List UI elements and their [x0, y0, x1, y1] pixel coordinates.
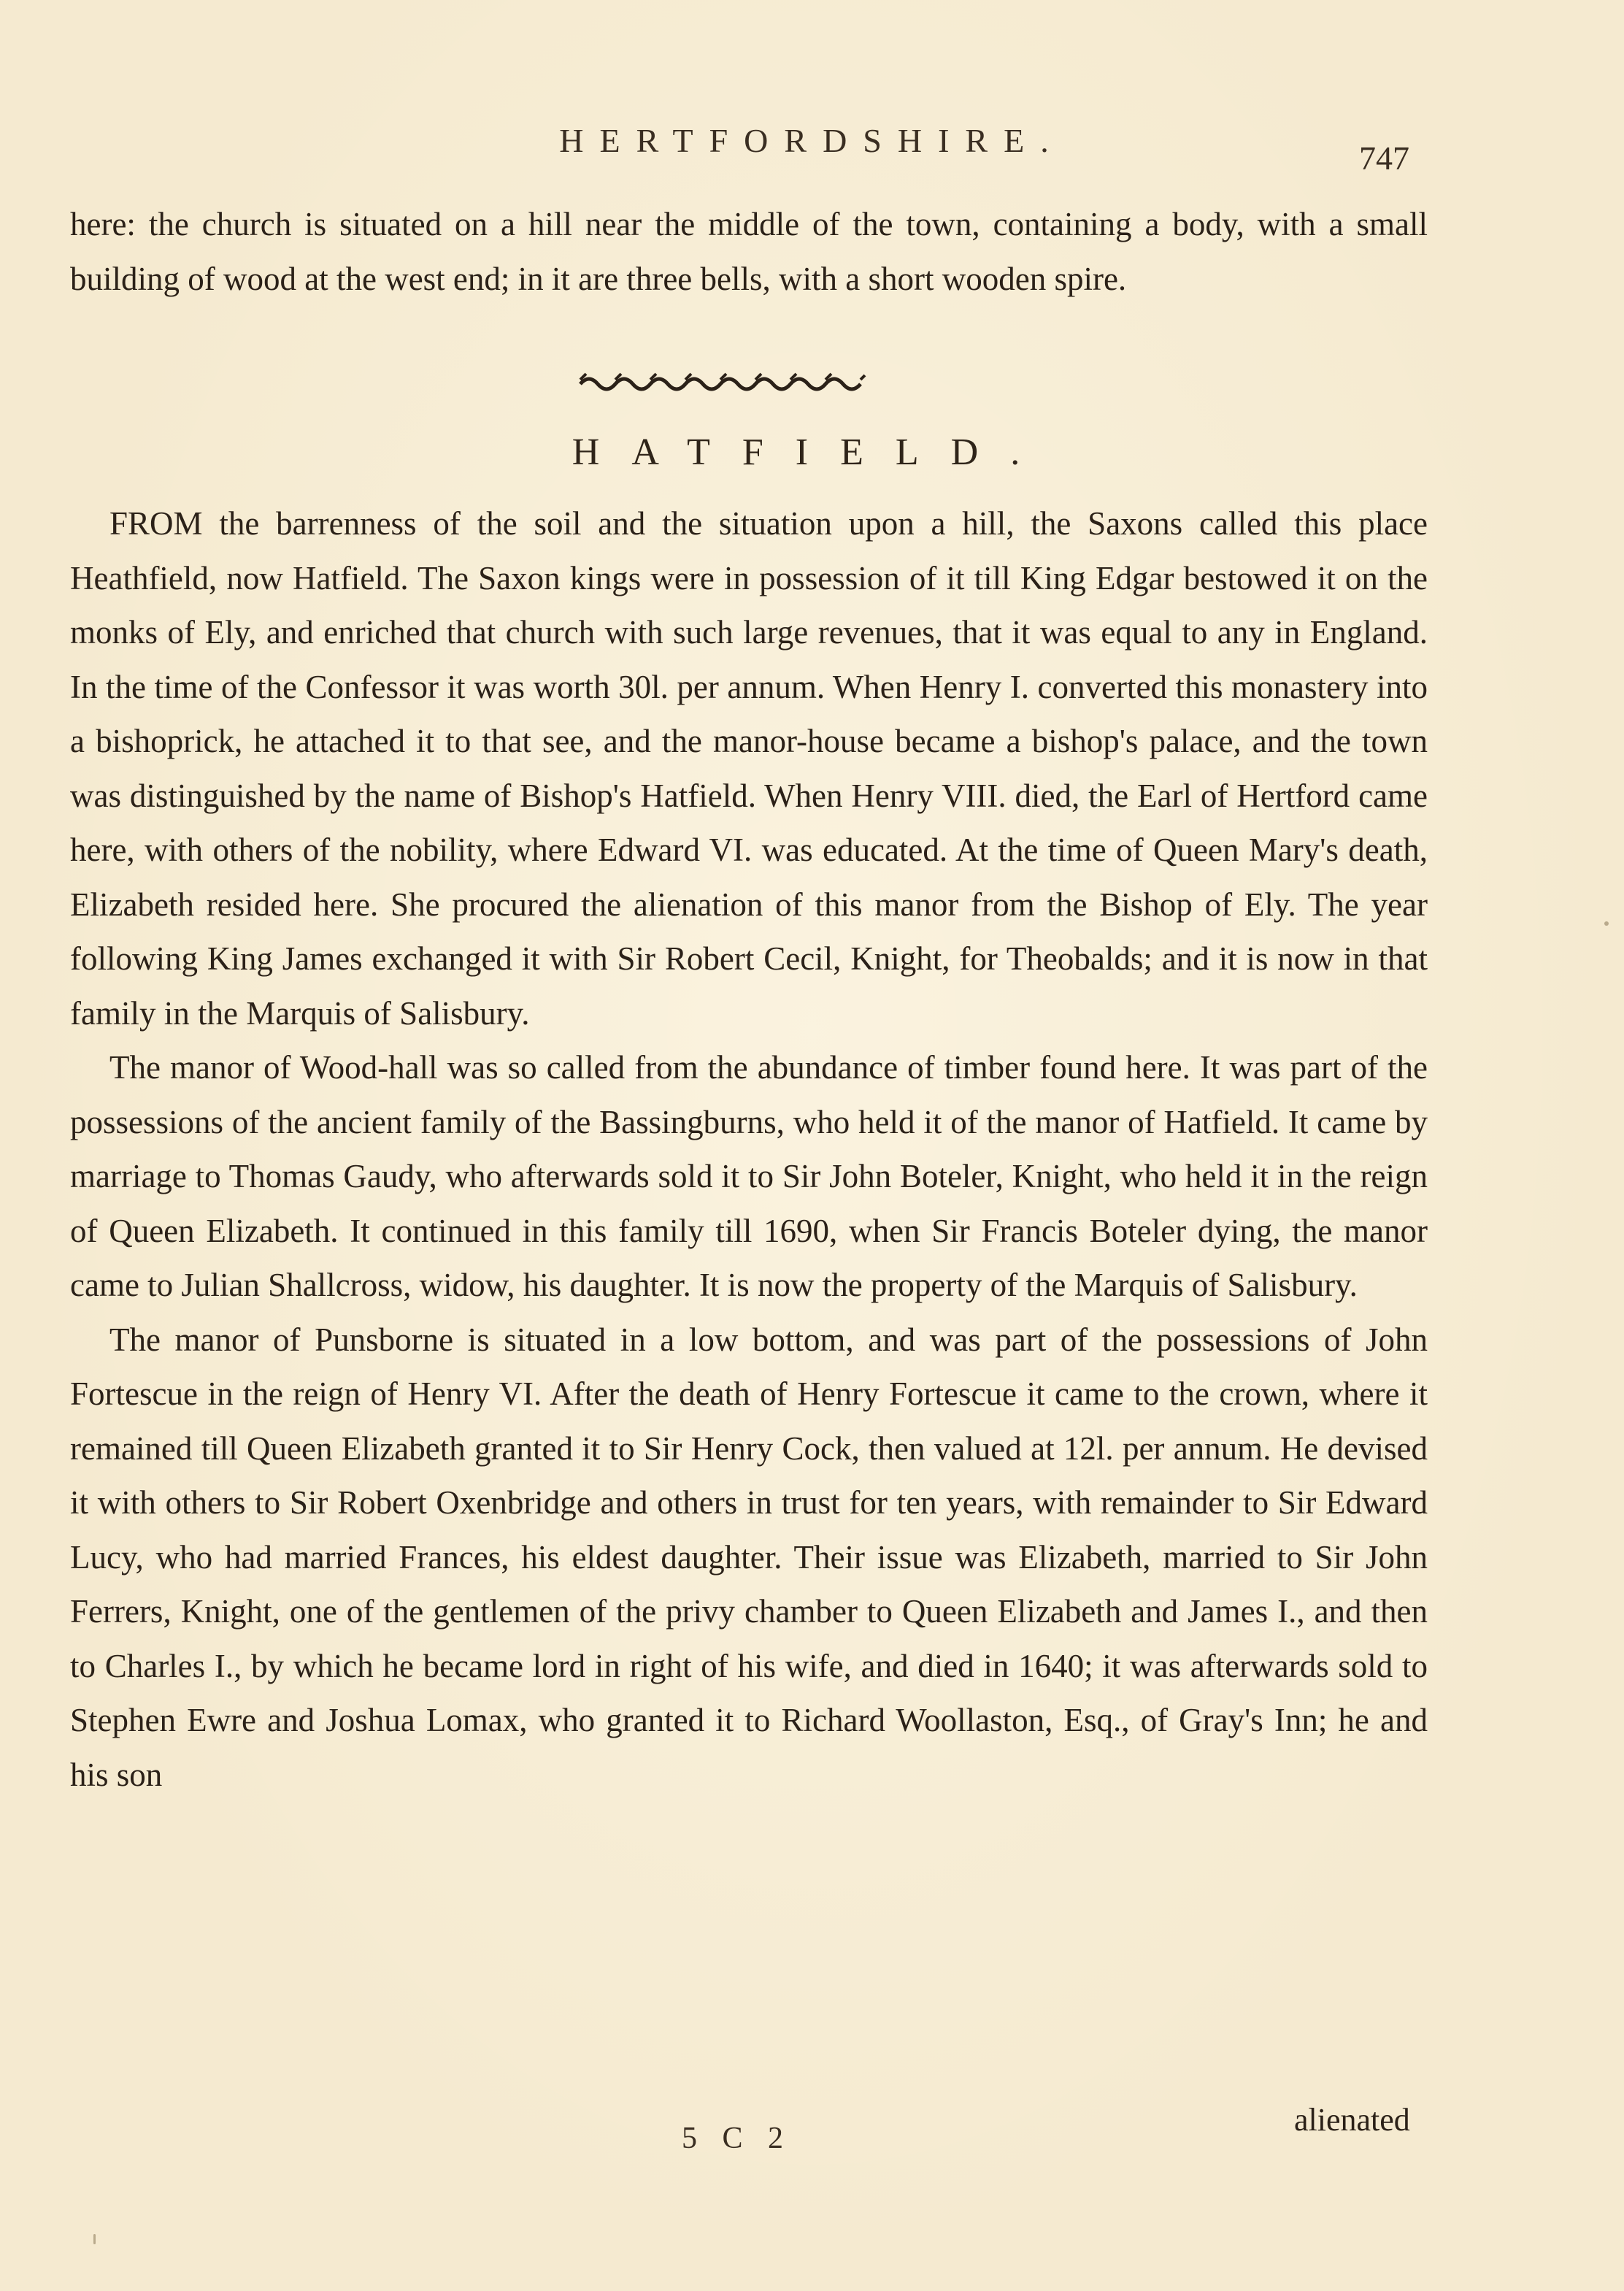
decorative-ornament-rule — [577, 368, 869, 394]
section-body — [70, 496, 1428, 1802]
running-head: HERTFORDSHIRE. — [559, 122, 1065, 159]
paragraph-wood-hall: The manor of Wood-hall was so called from the abundance of timber found here. It was part of the possessions of the ancient family of the Bassingburns, who held it of the manor of Hatfield. It came by marriage to Thomas Gaudy, who afterwards sold it to Sir John Boteler, Knight, who held it in the reign of Queen Elizabeth. It continued in this family till 1690, when Sir Francis Boteler dying, the manor came to Julian Shallcross, widow, his daughter. It is now the property of the Marquis of Salisbury. — [70, 1049, 1428, 1303]
signature-mark: 5 C 2 — [682, 2122, 793, 2155]
paragraph-punsborne: The manor of Punsborne is situated in a low bottom, and was part of the possessions of John Fortescue in the reign of Henry VI. After the death of Henry Fortescue it came to the crown, where it remained till Queen Elizabeth granted it to Sir Henry Cock, then valued at 12l. per annum. He devised it with others to Sir Robert Oxenbridge and others in trust for ten years, with remainder to Sir Edward Lucy, who had married Frances, his eldest daughter. Their issue was Elizabeth, married to Sir John Ferrers, Knight, one of the gentlemen of the privy chamber to Queen Elizabeth and James I., and then to Charles I., by which he became lord in right of his wife, and died in 1640; it was afterwards sold to Stephen Ewre and Joshua Lomax, who granted it to Richard Woollaston, Esq., of Gray's Inn; he and his son — [70, 1321, 1428, 1793]
continuation-text: here: the church is situated on a hill near the middle of the town, containing a body, with a small building of wood at the west end; in it are three bells, with a short wooden spire. — [70, 206, 1428, 297]
paragraph-hatfield-history: FROM the barrenness of the soil and the situation upon a hill, the Saxons called this place Heathfield, now Hatfield. The Saxon kings were in possession of it till King Edgar bestowed it on the monks of Ely, and enriched that church with such large revenues, that it was equal to any in England. In the time of the Confessor it was worth 30l. per annum. When Henry I. converted this monastery into a bishoprick, he attached it to that see, and the manor-house became a bishop's palace, and the town was distinguished by the name of Bishop's Hatfield. When Henry VIII. died, the Earl of Hertford came here, with others of the nobility, where Edward VI. was educated. At the time of Queen Mary's death, Elizabeth resided here. She procured the alienation of this manor from the Bishop of Ely. The year following King James exchanged it with Sir Robert Cecil, Knight, for Theobalds; and it is now in that family in the Marquis of Salisbury. — [70, 505, 1428, 1032]
paper-speck — [1604, 921, 1609, 926]
catchword: alienated — [1294, 2102, 1410, 2138]
section-title: HATFIELD. — [572, 431, 1052, 473]
paper-speck — [93, 2234, 96, 2244]
page-number: 747 — [1359, 139, 1409, 177]
continuation-paragraph — [70, 197, 1428, 306]
